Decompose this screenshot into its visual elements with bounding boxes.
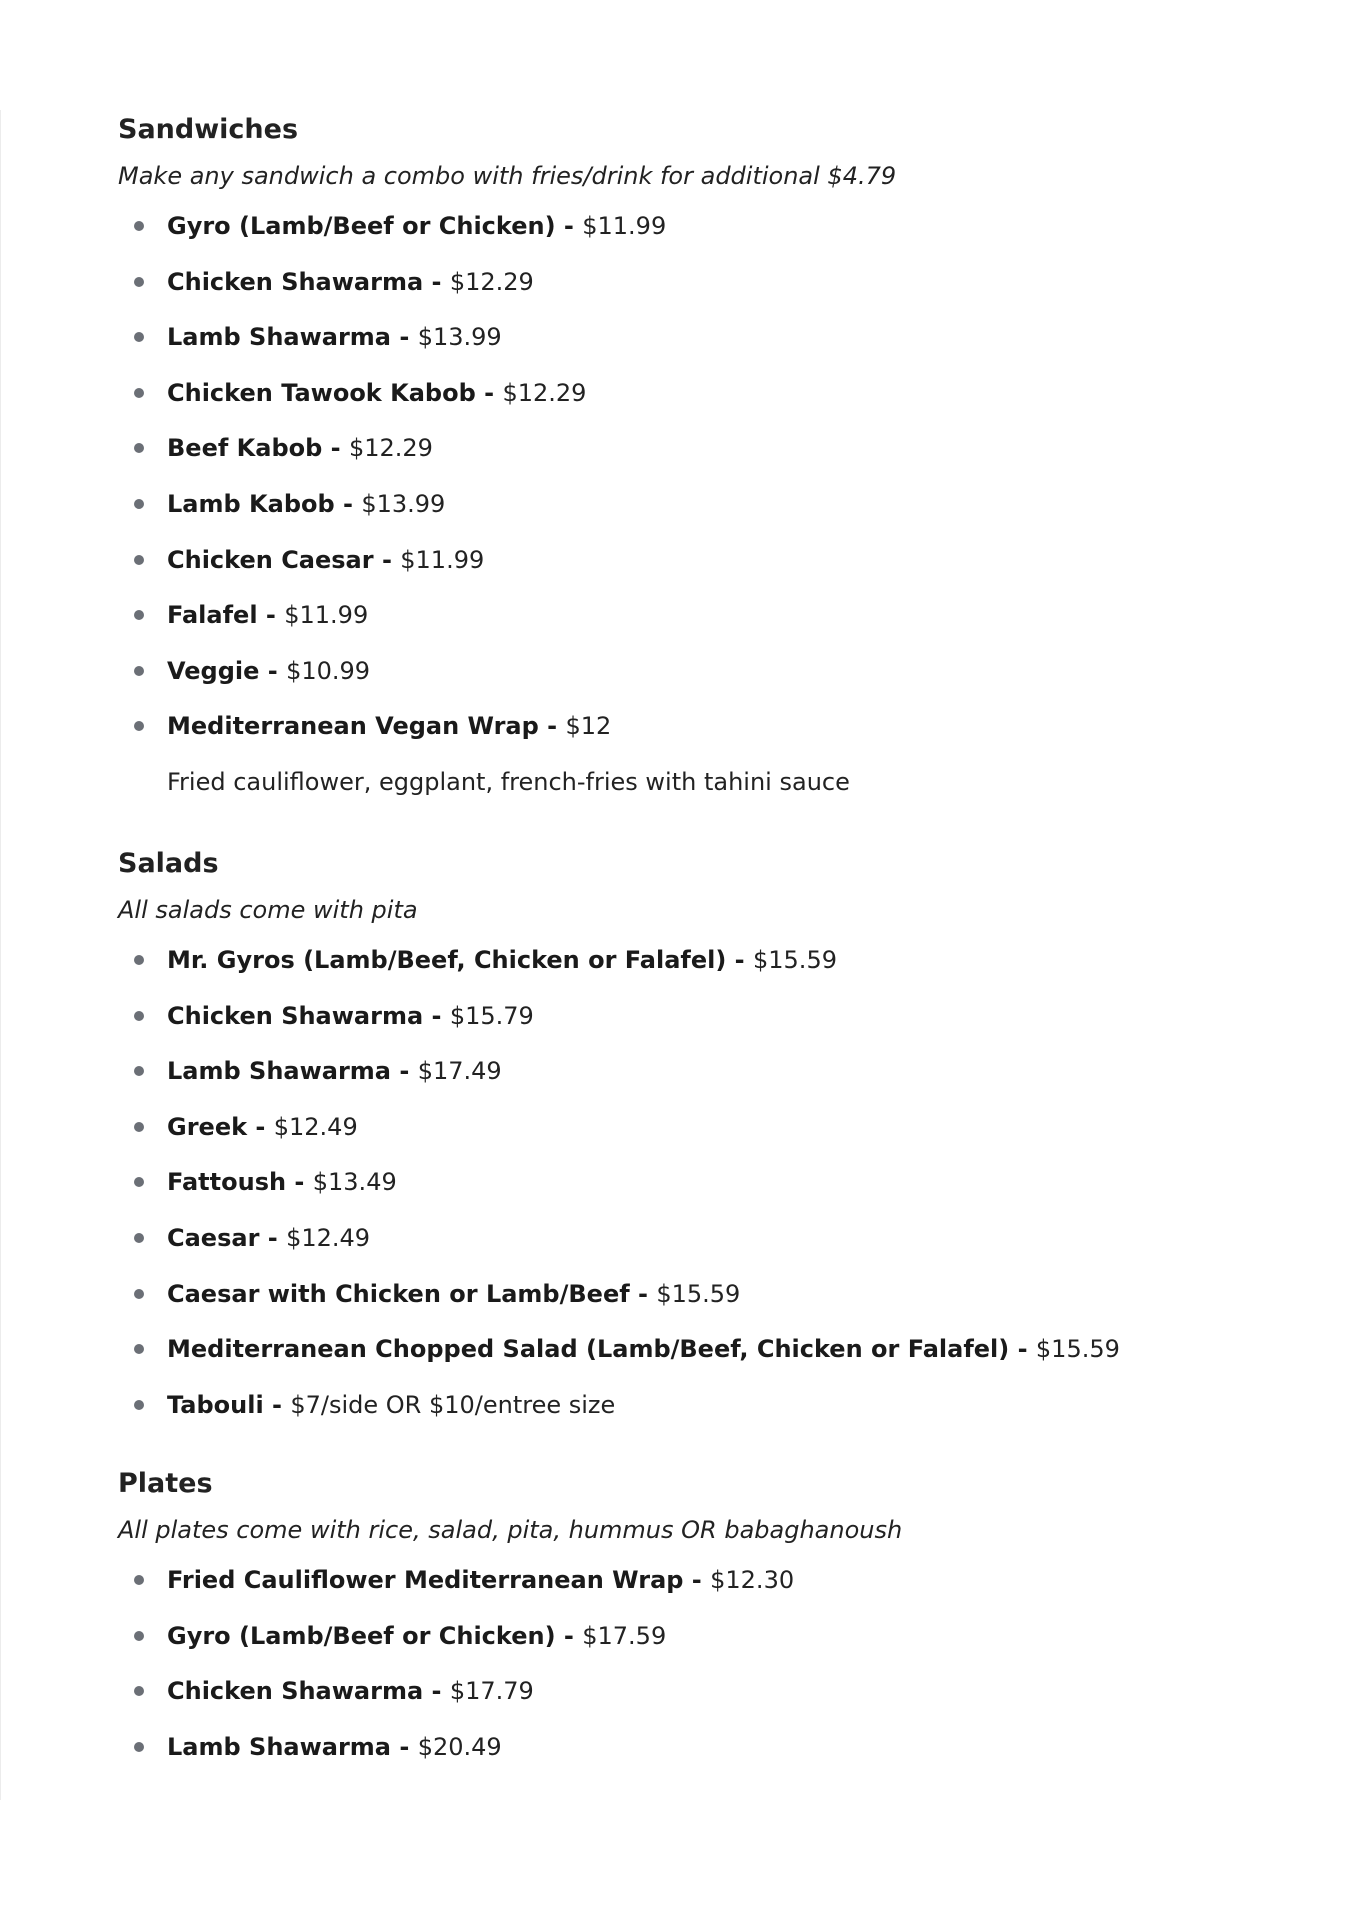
bullet-icon: [134, 277, 144, 287]
item-price: $15.59: [753, 945, 837, 974]
item-price: $12.29: [348, 434, 433, 463]
item-separator: -: [247, 1112, 274, 1141]
item-separator: -: [555, 212, 583, 240]
item-separator: -: [391, 323, 418, 352]
item-price: $11.99: [284, 601, 369, 630]
item-name: Lamb Shawarma: [167, 1057, 392, 1086]
menu-item: [118, 375, 1318, 431]
item-price: $15.59: [656, 1279, 741, 1308]
page-edge-line: [0, 110, 1, 1800]
item-name: Fattoush: [167, 1168, 287, 1197]
bullet-icon: [134, 1066, 144, 1076]
item-price: $17.79: [449, 1677, 534, 1706]
menu-item: [118, 430, 1318, 486]
item-price: $12.29: [502, 378, 587, 407]
menu-item: [118, 264, 1318, 320]
item-name: Caesar with Chicken or Lamb/Beef: [167, 1279, 630, 1308]
section-plates: [118, 1464, 1318, 1784]
bullet-icon: [134, 555, 144, 565]
item-separator: -: [1009, 1335, 1036, 1364]
item-price: $13.99: [361, 489, 446, 518]
menu-item: [118, 1331, 1318, 1387]
bullet-icon: [134, 443, 144, 453]
item-name: Caesar: [167, 1223, 260, 1252]
menu-item: [118, 1618, 1318, 1674]
item-name: Beef Kabob: [167, 434, 323, 463]
menu-item: [118, 1276, 1318, 1332]
item-separator: -: [475, 378, 503, 407]
section-title: Salads: [118, 847, 219, 879]
bullet-icon: [134, 610, 144, 620]
item-name: Chicken Tawook Kabob: [167, 378, 476, 407]
item-separator: -: [423, 1677, 450, 1706]
section-note: All plates come with rice, salad, pita, hummus OR babaghanoush: [118, 1516, 903, 1545]
menu-item: [118, 1220, 1318, 1276]
item-separator: -: [391, 1057, 418, 1086]
item-separator: -: [373, 545, 401, 574]
bullet-icon: [134, 499, 144, 509]
menu-item-list: [118, 942, 1318, 1442]
item-separator: -: [555, 1621, 583, 1650]
menu-item: [118, 1387, 1318, 1443]
bullet-icon: [134, 332, 144, 342]
item-price: $17.49: [417, 1057, 502, 1086]
item-name: Lamb Shawarma: [167, 1733, 392, 1762]
bullet-icon: [134, 721, 144, 731]
section-sandwiches: [118, 110, 1318, 822]
item-separator: -: [259, 656, 287, 685]
bullet-icon: [134, 221, 144, 231]
item-name: Lamb Kabob: [167, 489, 335, 518]
item-separator: -: [322, 434, 349, 463]
item-description: Fried cauliflower, eggplant, french-fries with tahini sauce: [167, 767, 850, 796]
item-separator: -: [629, 1279, 657, 1308]
item-name: Veggie: [167, 656, 260, 685]
item-price: $13.99: [417, 323, 502, 352]
item-name: Gyro (Lamb/Beef or Chicken): [167, 1621, 556, 1650]
menu-item: [118, 319, 1318, 375]
item-separator: -: [334, 489, 362, 518]
menu-item: [118, 208, 1318, 264]
menu-item: [118, 1729, 1318, 1785]
menu-item: [118, 1673, 1318, 1729]
item-price: $10.99: [286, 656, 371, 685]
section-title: Plates: [118, 1468, 213, 1500]
item-separator: -: [423, 1001, 450, 1030]
menu-page: [118, 110, 1318, 1807]
item-name: Lamb Shawarma: [167, 323, 392, 352]
item-separator: -: [259, 1223, 287, 1252]
item-name: Tabouli: [167, 1390, 264, 1419]
section-salads: [118, 844, 1318, 1442]
menu-item: [118, 1164, 1318, 1220]
menu-item: [118, 1109, 1318, 1165]
menu-item: [118, 1562, 1318, 1618]
bullet-icon: [134, 1631, 144, 1641]
item-price: $11.99: [400, 545, 485, 574]
item-separator: -: [286, 1168, 313, 1197]
item-price: $12.29: [449, 267, 534, 296]
bullet-icon: [134, 1177, 144, 1187]
bullet-icon: [134, 1742, 144, 1752]
section-note: Make any sandwich a combo with fries/drink for additional $4.79: [118, 162, 897, 190]
item-name: Mr. Gyros (Lamb/Beef, Chicken or Falafel): [167, 945, 727, 974]
item-price: $11.99: [582, 212, 667, 240]
item-name: Greek: [167, 1112, 248, 1141]
menu-item-list: [118, 1562, 1318, 1784]
bullet-icon: [134, 388, 144, 398]
item-price: $12.30: [710, 1566, 795, 1595]
item-name: Falafel: [167, 601, 258, 630]
item-separator: -: [538, 712, 566, 741]
menu-item: [118, 998, 1318, 1054]
item-separator: -: [263, 1390, 291, 1419]
item-name: Chicken Caesar: [167, 545, 374, 574]
bullet-icon: [134, 1011, 144, 1021]
menu-item: [118, 653, 1318, 709]
item-price: $12.49: [273, 1112, 358, 1141]
item-price: $13.49: [312, 1168, 397, 1197]
item-price: $7/side OR $10/entree size: [290, 1390, 616, 1419]
item-name: Chicken Shawarma: [167, 1001, 424, 1030]
menu-item: [118, 708, 1318, 764]
section-note: All salads come with pita: [118, 895, 418, 924]
bullet-icon: [134, 1233, 144, 1243]
item-name: Fried Cauliflower Mediterranean Wrap: [167, 1566, 684, 1595]
item-separator: -: [423, 267, 450, 296]
item-separator: -: [391, 1733, 418, 1762]
menu-item: [118, 597, 1318, 653]
menu-item: [118, 942, 1318, 998]
item-price: $12.49: [286, 1223, 371, 1252]
menu-item: [118, 1053, 1318, 1109]
bullet-icon: [134, 1686, 144, 1696]
bullet-icon: [134, 1122, 144, 1132]
item-price: $12: [565, 712, 612, 741]
item-name: Chicken Shawarma: [167, 1677, 424, 1706]
item-separator: -: [683, 1566, 711, 1595]
item-separator: -: [726, 945, 753, 974]
item-separator: -: [257, 601, 285, 630]
bullet-icon: [134, 1289, 144, 1299]
bullet-icon: [134, 955, 144, 965]
item-price: $15.79: [449, 1001, 534, 1030]
bullet-icon: [134, 1344, 144, 1354]
item-name: Mediterranean Chopped Salad (Lamb/Beef, Chicken or Falafel): [167, 1335, 1010, 1364]
section-title: Sandwiches: [118, 114, 299, 145]
item-price: $15.59: [1035, 1335, 1120, 1364]
bullet-icon: [134, 1575, 144, 1585]
item-price: $20.49: [417, 1733, 502, 1762]
menu-item: [118, 486, 1318, 542]
bullet-icon: [134, 1400, 144, 1410]
bullet-icon: [134, 666, 144, 676]
item-price: $17.59: [582, 1621, 667, 1650]
item-name: Chicken Shawarma: [167, 267, 424, 296]
menu-item: [118, 542, 1318, 598]
item-name: Gyro (Lamb/Beef or Chicken): [167, 212, 556, 240]
item-name: Mediterranean Vegan Wrap: [167, 712, 539, 741]
menu-item-list: [118, 208, 1318, 822]
